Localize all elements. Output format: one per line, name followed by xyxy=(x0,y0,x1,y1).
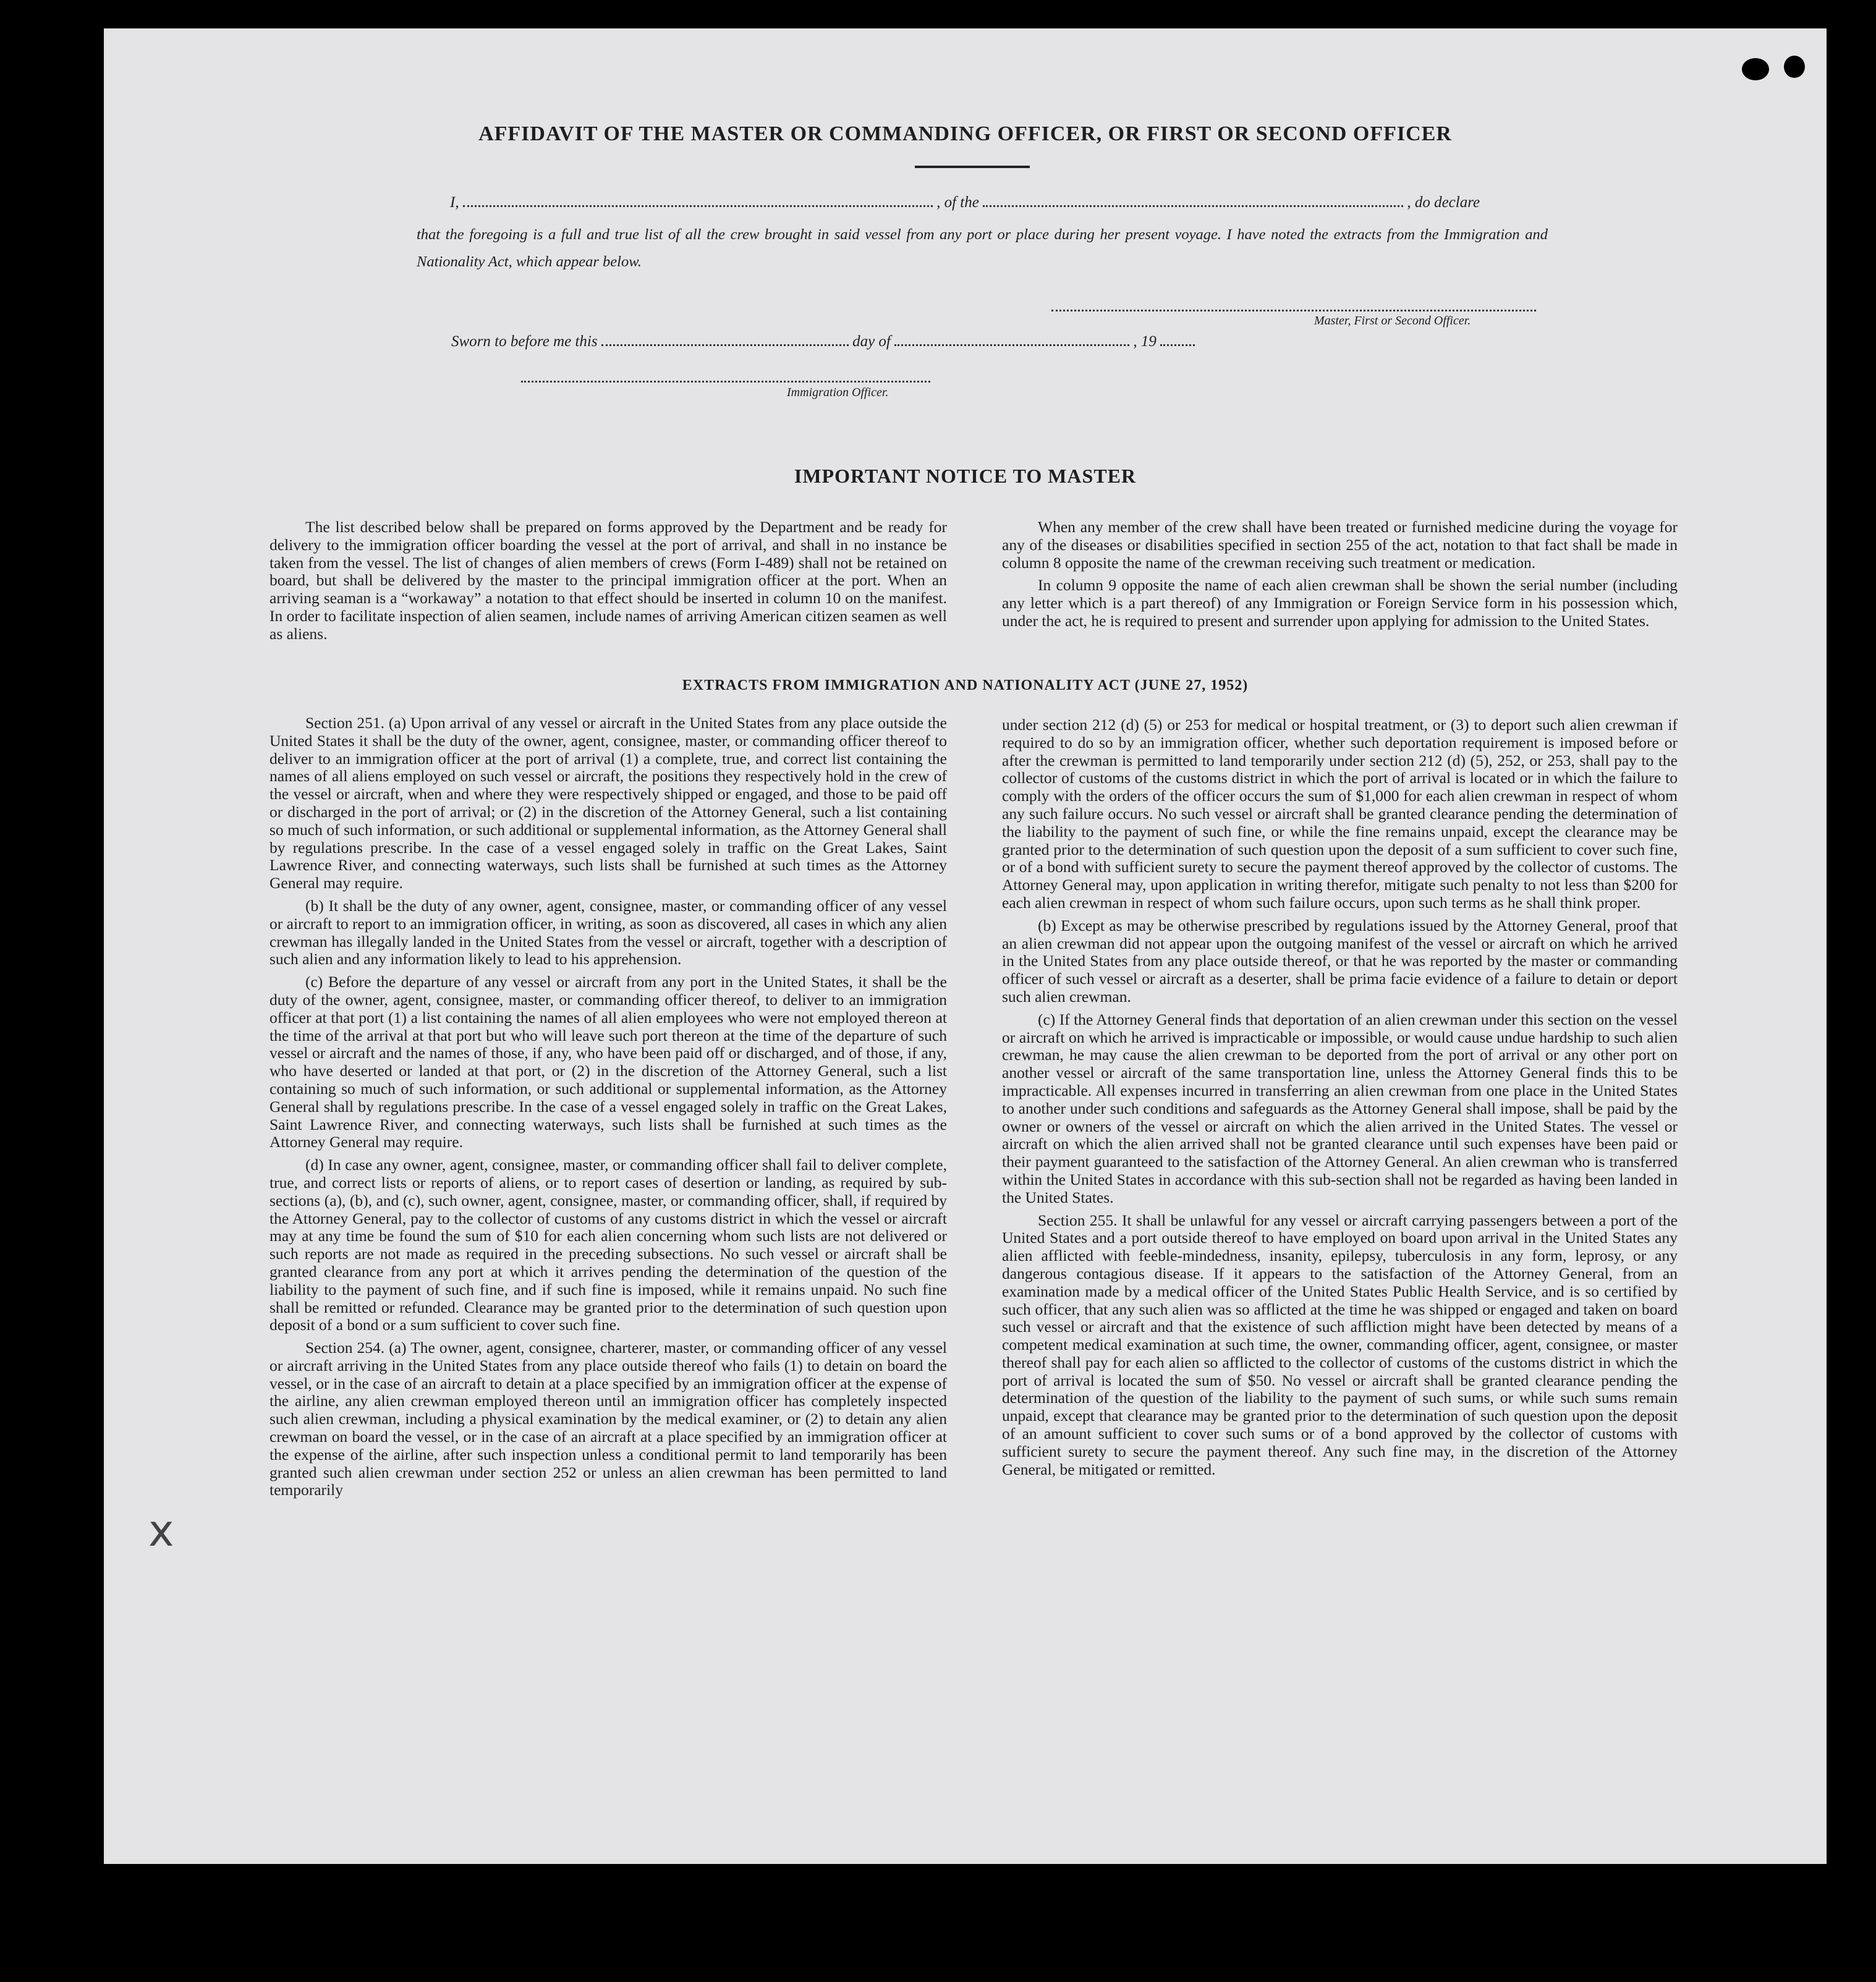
section-251-b: (b) It shall be the duty of any owner, agent, consignee, master, or commanding officer of any vessel or aircraft to report to an immigration officer, in writing, as soon as discovered, all cases in which any alien crewman has illegally landed in the United States from the vessel or aircraft, together with a description of such alien and any information likely to lead to his apprehension. xyxy=(270,896,947,968)
punch-hole-left xyxy=(1742,58,1769,80)
extracts-title: EXTRACTS FROM IMMIGRATION AND NATIONALITY ACT (JUNE 27, 1952) xyxy=(682,677,1249,693)
section-254-a-continued: under section 212 (d) (5) or 253 for medical or hospital treatment, or (3) to deport such alien crewman if required to do so by an immigration officer, whether such deportation requirement is imposed before or after the crewman is permitted to land temporarily under section 212 (d) (5), 252, or 253, shall pay to the collector of customs of the customs district in which the port of arrival is located or in which the failure to comply with the orders of the officer occurs the sum of $1,000 for each alien crewman in respect of whom any such failure occurs. No such vessel or aircraft shall be granted clearance pending the determination of the liability to the payment of such fine, or while the fine remains unpaid, except the clearance may be granted prior to the determination of such question upon the deposit of a sum sufficient to cover such fine, or of a bond with sufficient surety to secure the payment thereof approved by the collector of customs. The Attorney General may, upon application in writing therefor, mitigate such penalty to not less than $200 for each alien crewman in respect of whom such failure occurs, upon such terms as he shall think proper. xyxy=(1002,716,1678,912)
vessel-field[interactable] xyxy=(983,203,1403,207)
year-label: , 19 xyxy=(1133,333,1157,350)
section-251-c: (c) Before the departure of any vessel or aircraft from any port in the United States, it shall be the duty of the owner, agent, consignee, master, or commanding officer thereof, to deliver to an immigration officer at that port (1) a list containing the names of all alien employees who were not employed thereon at the time of the arrival at that port but who will leave such port thereon at the time of the departure of such vessel or aircraft and the names of those, if any, who have been paid off or discharged, and of those, if any, who have deserted or landed at that port, or (2) in the discretion of the Attorney General, such a list containing so much of such information, or such additional or supplemental information, as the Attorney General shall by regulations prescribe. In the case of a vessel engaged solely in traffic on the Great Lakes, Saint Lawrence River, and connecting waterways, such lists shall be furnished at such times as the Attorney General may require. xyxy=(270,973,947,1151)
immigration-officer-signature-line[interactable] xyxy=(521,381,930,383)
notice-left-column xyxy=(270,519,947,648)
immigration-officer-label: Immigration Officer. xyxy=(787,386,889,399)
punch-hole-right xyxy=(1784,56,1805,78)
extracts-left-column xyxy=(270,714,947,1504)
section-254-b: (b) Except as may be otherwise prescribed by regulations issued by the Attorney General, proof that an alien crewman did not appear upon the outgoing manifest of the vessel or aircraft on which he arrived in the United States from any place outside thereof, or that he was reported by the master or commanding officer of such vessel or aircraft as a deserter, shall be prima facie evidence of a failure to detain or deport such alien crewman. xyxy=(1002,916,1678,1006)
sworn-month-field[interactable] xyxy=(894,342,1129,346)
notice-paragraph: When any member of the crew shall have been treated or furnished medicine during the voyage for any of the diseases or disabilities specified in section 255 of the act, notation to that fact shall be made in column 8 opposite the name of the crewman receiving such treatment or medication. xyxy=(1002,518,1678,572)
title-underline xyxy=(915,166,1030,168)
sworn-year-field[interactable] xyxy=(1160,342,1195,346)
section-255: Section 255. It shall be unlawful for any vessel or aircraft carrying passengers between a port of the United States and a port outside thereof to have employed on board upon arrival in the United States any alien afflicted with feeble-mindedness, insanity, epilepsy, tuberculosis in any form, leprosy, or any dangerous contagious disease. If it appears to the satisfaction of the Attorney General, from an examination made by a medical officer of the United States Public Health Service, and is so certified by such officer, that any such alien was so afflicted at the time he was shipped or engaged and taken on board such vessel or aircraft and that the existence of such affliction might have been detected by means of a competent medical examination at such time, the owner, commanding officer, agent, consignee, or master thereof shall pay for each alien so afflicted to the collector of customs of the customs district in which the port of arrival is located the sum of $50. No vessel or aircraft shall be granted clearance pending the determination of the question of the liability to the payment of such sums, or while such sums remain unpaid, except that clearance may be granted prior to the determination of such question upon the deposit of an amount sufficient to cover such sums or of a bond approved by the collector of customs with sufficient surety to secure the payment thereof. Any such fine may, in the discretion of the Attorney General, be mitigated or remitted. xyxy=(1002,1211,1678,1478)
sworn-line xyxy=(451,333,1195,350)
of-the-label: , of the xyxy=(936,194,979,211)
extracts-right-column xyxy=(1002,716,1678,1483)
name-field[interactable] xyxy=(463,203,933,207)
notice-paragraph: The list described below shall be prepared on forms approved by the Department and be ready for delivery to the immigration officer boarding the vessel at the port of arrival, and shall in no instance be taken from the vessel. The list of changes of alien members of crews (Form I-489) shall not be retained on board, but shall be delivered by the master to the principal immigration officer at the port. When an arriving seaman is a “workaway” a notation to that effect should be inserted in column 10 on the manifest. In order to facilitate inspection of alien seamen, include names of arriving American citizen seamen as well as aliens. xyxy=(270,518,947,643)
i-label: I, xyxy=(450,194,459,211)
handwritten-mark: x xyxy=(148,1506,174,1556)
section-254-c: (c) If the Attorney General finds that deportation of an alien crewman under this section on the vessel or aircraft on which he arrived is impracticable or impossible, or would cause undue hardship to such alien crewman, he may cause the alien crewman to be deported from the port of arrival or any other port on another vessel or aircraft of the same transportation line, unless the Attorney General finds this to be impracticable. All expenses incurred in transferring an alien crewman from one place in the United States to another under such conditions and safeguards as the Attorney General shall impose, shall be paid by the owner or owners of the vessel or aircraft on which the alien arrived in the United States. The vessel or aircraft on which the alien arrived shall not be granted clearance until such expenses have been paid or their payment guaranteed to the satisfaction of the Attorney General. An alien crewman who is transferred within the United States in accordance with this sub-section shall not be regarded as having been landed in the United States. xyxy=(1002,1010,1678,1206)
declaration-line xyxy=(450,194,1480,211)
master-signature-label: Master, First or Second Officer. xyxy=(1314,314,1471,328)
do-declare-label: , do declare xyxy=(1407,194,1480,211)
affidavit-title: AFFIDAVIT OF THE MASTER OR COMMANDING OFFICER, OR FIRST OR SECOND OFFICER xyxy=(478,122,1452,145)
sworn-label: Sworn to before me this xyxy=(451,333,598,350)
notice-right-column xyxy=(1002,519,1678,635)
declaration-text: that the foregoing is a full and true list of all the crew brought in said vessel from any port or place during her present voyage. I have noted the extracts from the Immigration and Nationality Act, which appear below. xyxy=(417,226,1548,270)
section-251-a: Section 251. (a) Upon arrival of any vessel or aircraft in the United States from any place outside the United States it shall be the duty of the owner, agent, consignee, master, or commanding officer thereof to deliver to an immigration officer at the port of arrival (1) a complete, true, and correct list containing the names of all aliens employed on such vessel or aircraft, the positions they respectively hold in the crew of the vessel or aircraft, when and where they were respectively shipped or engaged, and those to be paid off or discharged in the port of arrival; or (2) in the discretion of the Attorney General, such a list containing so much of such information, or such additional or supplemental information, as the Attorney General shall by regulations prescribe. In the case of a vessel engaged solely in traffic on the Great Lakes, Saint Lawrence River, and connecting waterways, such lists shall be furnished at such times as the Attorney General may require. xyxy=(270,714,947,892)
day-of-label: day of xyxy=(852,333,891,350)
form-page xyxy=(104,28,1827,1864)
notice-paragraph: In column 9 opposite the name of each alien crewman shall be shown the serial number (including any letter which is a part thereof) of any Immigration or Foreign Service form in his possession which, under the act, he is required to present and surrender upon applying for admission to the United States. xyxy=(1002,576,1678,630)
section-251-d: (d) In case any owner, agent, consignee, master, or commanding officer shall fail to deliver complete, true, and correct lists or reports of aliens, or to report cases of desertion or landing, as required by sub-sections (a), (b), and (c), such owner, agent, consignee, master, or commanding officer, shall, if required by the Attorney General, pay to the collector of customs of any customs district in which the vessel or aircraft may at any time be found the sum of $10 for each alien concerning whom such lists are not delivered or such reports are not made as required in the preceding subsections. No such vessel or aircraft shall be granted clearance from any port at which it arrives pending the determination of the question of the liability to the payment of such fine, and if such fine is imposed, while it remains unpaid. No such fine shall be remitted or refunded. Clearance may be granted prior to the determination of such question upon deposit of a bond or a sum sufficient to cover such fine. xyxy=(270,1156,947,1334)
sworn-day-field[interactable] xyxy=(601,342,849,346)
notice-title: IMPORTANT NOTICE TO MASTER xyxy=(794,465,1137,487)
section-254-a: Section 254. (a) The owner, agent, consignee, charterer, master, or commanding officer of any vessel or aircraft arriving in the United States from any place outside thereof who fails (1) to detain on board the vessel, or in the case of an aircraft to detain at a place specified by an immigration officer at the expense of the airline, any alien crewman employed thereon until an immigration officer has completely inspected such alien crewman, including a physical examination by the medical examiner, or (2) to detain any alien crewman on board the vessel, or in the case of an aircraft at a place specified by an immigration officer at the expense of the airline, after such inspection unless a conditional permit to land temporarily has been granted such alien crewman under section 252 or unless an alien crewman has been permitted to land temporarily xyxy=(270,1339,947,1499)
master-signature-line[interactable] xyxy=(1051,310,1536,311)
